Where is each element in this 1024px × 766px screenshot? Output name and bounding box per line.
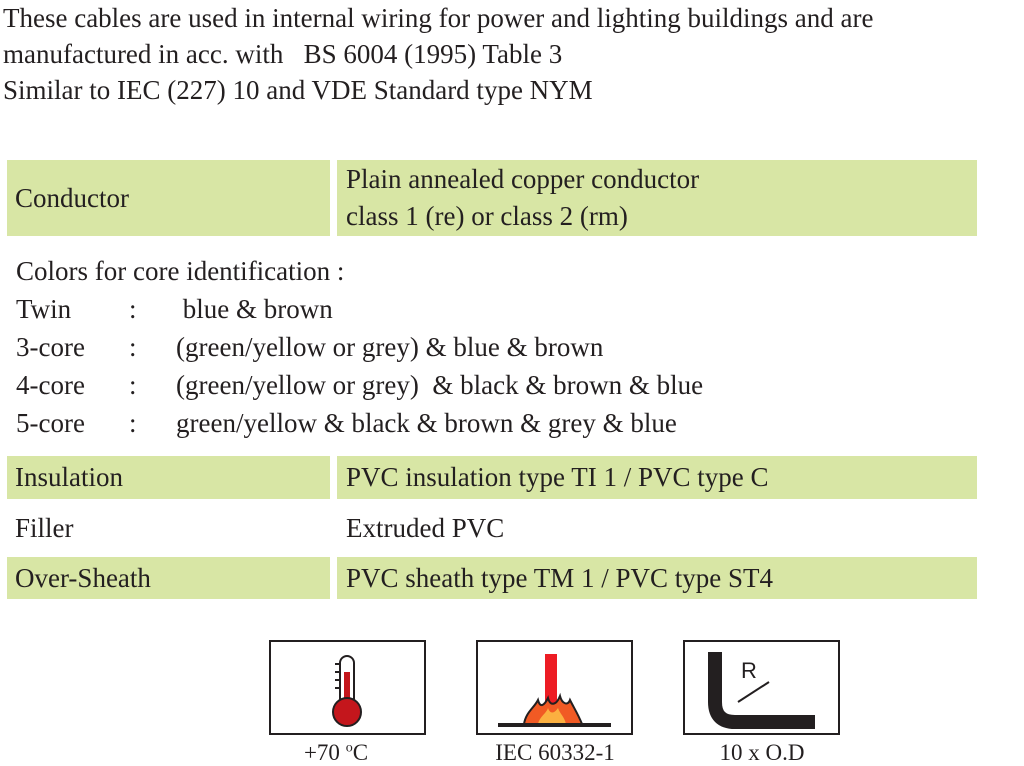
intro-text bbox=[3, 0, 1024, 108]
temperature-value: +70 bbox=[303, 740, 346, 765]
bending-radius-label: 10 x O.D bbox=[719, 740, 805, 765]
intro-line-3: Similar to IEC (227) 10 and VDE Standard type NYM bbox=[3, 75, 593, 105]
thermometer-icon bbox=[269, 640, 426, 735]
over-sheath-value: PVC sheath type TM 1 / PVC type ST4 bbox=[337, 557, 977, 599]
core-name: 5-core bbox=[16, 408, 85, 438]
core-colon: : bbox=[129, 332, 137, 362]
intro-line-1: These cables are used in internal wiring for power and lighting buildings and are bbox=[3, 3, 874, 33]
intro-line-2: manufactured in acc. with BS 6004 (1995) Table 3 bbox=[3, 39, 563, 69]
core-name: 4-core bbox=[16, 370, 85, 400]
conductor-row bbox=[7, 160, 977, 236]
core-colors-title: Colors for core identification : bbox=[16, 256, 345, 286]
filler-value: Extruded PVC bbox=[346, 513, 505, 543]
core-colon: : bbox=[129, 370, 137, 400]
insulation-row bbox=[7, 456, 977, 499]
core-colors-value: (green/yellow or grey) & black & brown & blue bbox=[176, 370, 704, 400]
core-colon: : bbox=[129, 294, 137, 324]
conductor-value-line-1: Plain annealed copper conductor bbox=[346, 164, 700, 194]
temperature-unit: C bbox=[352, 740, 369, 765]
core-row-twin bbox=[16, 290, 916, 328]
filler-row bbox=[7, 508, 977, 549]
core-colors-value: (green/yellow or grey) & blue & brown bbox=[176, 332, 604, 362]
conductor-value bbox=[337, 160, 977, 236]
flame-retardant-icon bbox=[476, 640, 633, 735]
core-colors-value: blue & brown bbox=[176, 294, 333, 324]
core-row-3-core bbox=[16, 328, 916, 366]
degree-sign: o bbox=[345, 740, 353, 756]
bending-radius-icon bbox=[683, 640, 840, 735]
core-row-5-core bbox=[16, 404, 916, 442]
core-colors-value: green/yellow & black & brown & grey & blue bbox=[176, 408, 677, 438]
core-colon: : bbox=[129, 408, 137, 438]
core-row-4-core bbox=[16, 366, 916, 404]
over-sheath-label: Over-Sheath bbox=[7, 557, 330, 599]
conductor-value-line-2: class 1 (re) or class 2 (rm) bbox=[346, 201, 628, 231]
insulation-value: PVC insulation type TI 1 / PVC type C bbox=[337, 456, 977, 499]
core-name: 3-core bbox=[16, 332, 85, 362]
temperature-label bbox=[236, 740, 436, 766]
core-name: Twin bbox=[16, 294, 72, 324]
flame-test-label: IEC 60332-1 bbox=[495, 740, 615, 765]
filler-label: Filler bbox=[15, 513, 74, 543]
core-colors-section bbox=[16, 252, 916, 442]
conductor-label: Conductor bbox=[7, 160, 330, 236]
over-sheath-row bbox=[7, 557, 977, 599]
radius-glyph: R bbox=[741, 658, 757, 683]
insulation-label: Insulation bbox=[7, 456, 330, 499]
